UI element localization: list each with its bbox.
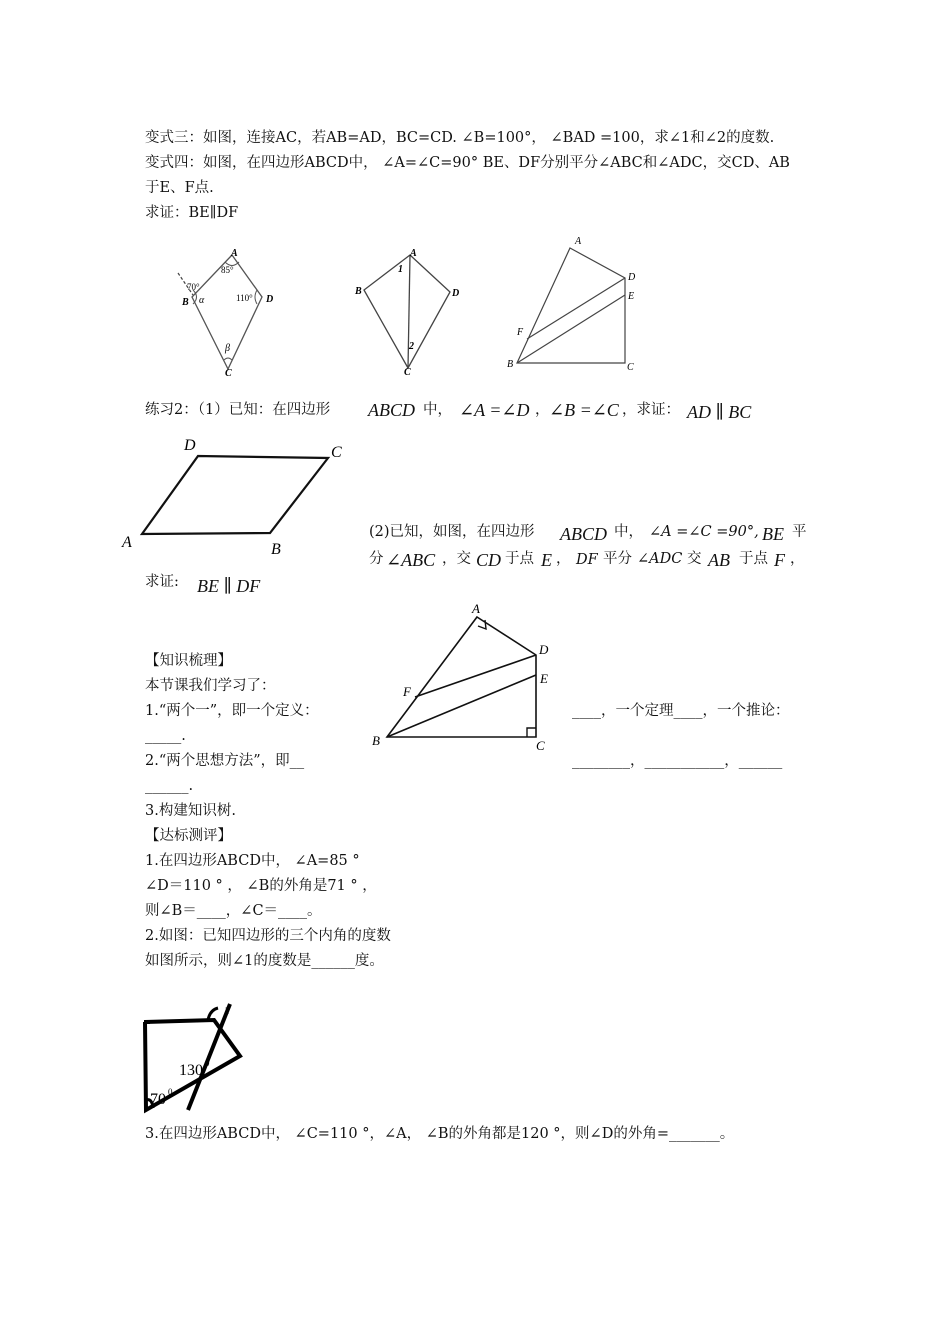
summary-item1-right: ____，一个定理____，一个推论： [572,703,790,719]
practice2-2-df: DF [576,552,598,568]
summary-item2-tail: ______. [145,778,194,794]
practice2-2-d: 分 [369,551,384,567]
summary-item2-right: ________，___________，______ [572,753,783,769]
summary-item2-left: 2.“两个思想方法”，即__ [145,753,305,769]
fig1-angle-alpha: α [199,295,205,306]
test-q1-line3: 则∠B＝____，∠C＝____。 [145,903,322,919]
fig2-label-B: B [355,286,362,297]
figure-q2-quadrilateral [138,1000,248,1120]
practice2-2-cd: CD [476,550,502,570]
practice2-2-j: 于点 [739,551,768,567]
test-q2-line1: 2.如图：已知四边形的三个内角的度数 [145,928,391,944]
variant-3-text: 变式三：如图，连接AC，若AB=AD，BC=CD. ∠B=100°， ∠BAD =100，求∠1和∠2的度数. [145,130,775,146]
q2-angle-130: 130 [179,1062,203,1079]
practice2-goal: AD ∥ BC [687,402,752,422]
practice2-intro: 练习2：（1）已知：在四边形 [145,402,331,418]
practice2-2-quad: ABCD [560,524,607,544]
test-q1-line2: ∠D＝110 ° ， ∠B的外角是71 ° ， [145,878,377,894]
practice2-quad: ABCD [368,400,415,420]
practice2-2-ab: AB [708,550,730,570]
fig2-angle-2: 2 [409,341,414,352]
practice2-2-h: 平分 [603,551,632,567]
fig2-label-C: C [404,367,411,378]
fig1-angle-85: 85° [221,265,234,275]
practice2-goal-2: BE ∥ DF [197,576,261,596]
practice2-2-g: ， [556,551,571,567]
rq-label-E: E [540,671,548,686]
variant-4-prove: 求证：BE∥DF [145,205,239,221]
q2-angle-130-deg: 0 [205,1058,210,1068]
summary-heading: 【知识梳理】 [145,653,232,669]
rq-label-D: D [539,642,549,657]
para-label-A: A [122,534,132,551]
practice2-2-c: 平 [792,524,807,540]
test-heading: 【达标测评】 [145,828,232,844]
q2-angle-1: 1 [224,1005,230,1017]
para-label-D: D [184,437,196,454]
fig3-label-F: F [517,327,524,338]
fig3-label-B: B [507,359,514,370]
variant-4-line2: 于E、F点. [145,180,214,196]
practice2-2-adc: ∠ADC [637,551,683,567]
fig2-angle-1: 1 [398,264,403,275]
para-label-B: B [271,541,281,558]
fig3-label-D: D [628,272,636,283]
practice2-2-abc: ∠ABC [386,550,436,570]
practice2-2-b: 中， [614,524,643,540]
practice2-2-pointE: E [541,550,552,570]
practice2-2-i: 交 [687,551,702,567]
fig1-label-A: A [231,248,238,259]
practice2-mid: 中， [423,402,452,418]
summary-item3: 3.构建知识树. [145,803,236,819]
figure-parallelogram [118,432,358,562]
fig1-label-C: C [225,368,232,379]
figure-right-quad [368,600,568,753]
fig1-label-D: D [266,294,274,305]
rq-label-C: C [536,738,545,753]
practice2-2-f: 于点 [505,551,534,567]
practice2-prove-label-2: 求证: [145,574,179,590]
rq-label-F: F [403,684,411,699]
figure-kite-angles [170,245,290,379]
fig2-label-D: D [452,288,460,299]
fig3-label-E: E [628,291,635,302]
q2-angle-70: 70 [150,1091,166,1108]
practice2-2-e: ，交 [442,551,471,567]
fig1-angle-beta: β [225,343,230,354]
practice2-2-k: ， [790,551,805,567]
test-q3: 3.在四边形ABCD中， ∠C=110 °，∠A， ∠B的外角都是120 °，则∠D的外角=_______。 [145,1126,735,1142]
fig3-label-A: A [575,236,582,247]
practice2-comma: ， [535,402,550,418]
rq-label-A: A [472,601,480,616]
practice2-2-cond: ∠A =∠C =90°, [649,524,759,540]
practice2-2-pointF: F [774,550,785,570]
test-q1-line1: 1.在四边形ABCD中， ∠A=85 ° [145,853,360,869]
practice2-cond1: ∠A =∠D [459,400,530,420]
practice2-2-be: BE [762,524,784,544]
fig1-label-B: B [182,297,189,308]
summary-item1-left: 1.“两个一”，即一个定义： [145,703,319,719]
fig2-label-A: A [410,248,417,259]
variant-4-line1: 变式四：如图，在四边形ABCD中， ∠A=∠C=90° BE、DF分别平分∠ABC和∠ADC，交CD、AB [145,155,790,171]
practice2-cond2: ∠B =∠C [549,400,619,420]
practice2-2-a: (2)已知，如图，在四边形 [369,524,535,540]
summary-intro: 本节课我们学习了： [145,678,276,694]
test-q2-line2: 如图所示，则∠1的度数是______度。 [145,953,384,969]
para-label-C: C [331,444,342,461]
fig1-angle-110: 110° [236,293,253,303]
fig1-angle-70: 70° [187,282,200,292]
figure-quad-bisectors [505,233,655,373]
figure-kite-diagonal [352,245,462,378]
practice2-prove-label: ，求证： [622,402,680,418]
fig3-label-C: C [627,362,634,373]
summary-item1-tail: _____. [145,728,186,744]
rq-label-B: B [372,733,380,748]
q2-angle-70-deg: 0 [168,1087,173,1097]
